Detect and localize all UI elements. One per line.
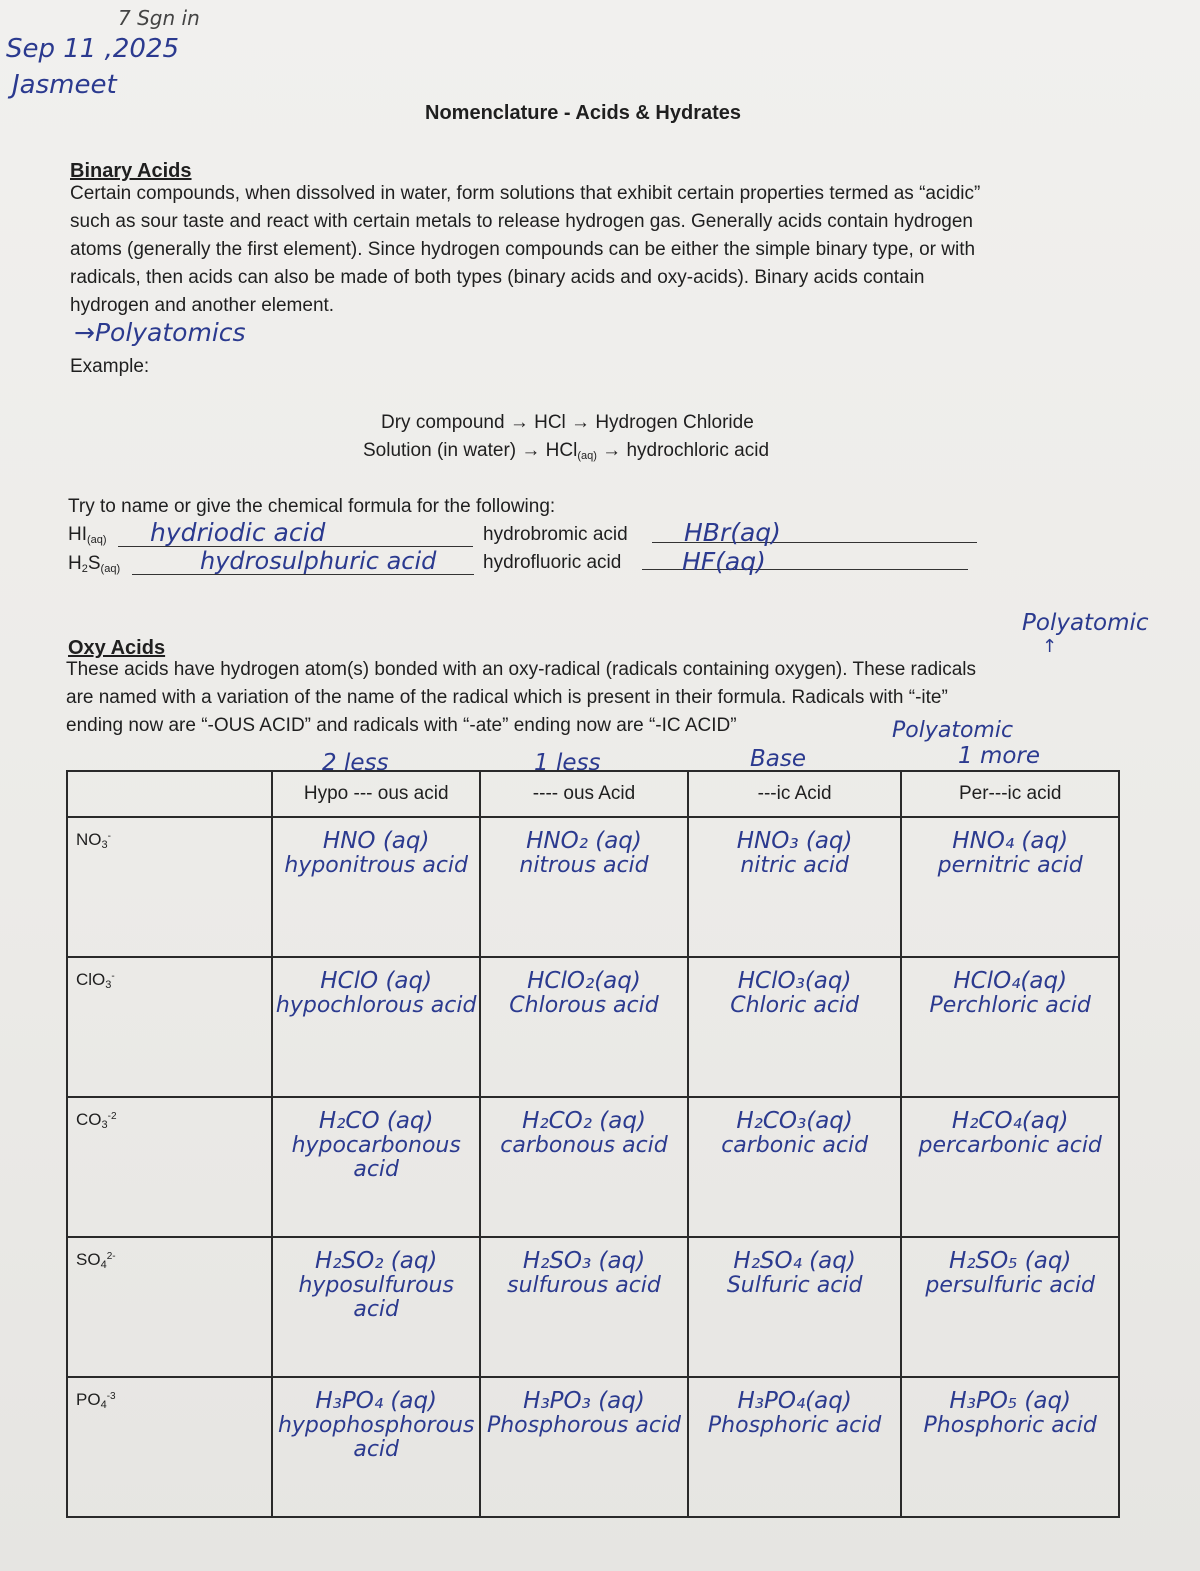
arrow-up-icon: ↑ bbox=[1042, 636, 1058, 657]
binary-line: such as sour taste and react with certain metals to release hydrogen gas. Generally acids contain hydrogen bbox=[70, 211, 974, 232]
q3-name: hydrobromic acid bbox=[483, 524, 628, 545]
handwritten-date: Sep 11 ,2025 bbox=[6, 34, 180, 64]
handwritten-polyatomic-note: Polyatomic bbox=[1022, 610, 1149, 636]
binary-line: hydrogen and another element. bbox=[70, 295, 335, 316]
acid-cell: HNO₃ (aq) nitric acid bbox=[688, 817, 902, 957]
acid-cell: H₂SO₄ (aq) Sulfuric acid bbox=[688, 1237, 902, 1377]
q4-answer: HF(aq) bbox=[682, 547, 766, 576]
acid-cell: HClO (aq) hypochlorous acid bbox=[272, 957, 480, 1097]
example-line-2: Solution (in water) → HCl$_{(aq)}$ → hydrochloric acid bbox=[363, 440, 770, 462]
acid-cell: H₃PO₄(aq) Phosphoric acid bbox=[688, 1377, 902, 1517]
header-cell-per: Per---ic acid bbox=[901, 771, 1119, 817]
table-row bbox=[67, 1377, 1119, 1517]
acid-cell: HNO₂ (aq) nitrous acid bbox=[480, 817, 688, 957]
table-row bbox=[67, 817, 1119, 957]
oxy-acid-table bbox=[66, 770, 1120, 1518]
header-cell-ous: ---- ous Acid bbox=[480, 771, 688, 817]
table-header-row bbox=[67, 771, 1119, 817]
header-cell-ic: ---ic Acid bbox=[688, 771, 902, 817]
radical-cell: $SO_4^{2-}$ bbox=[67, 1237, 272, 1377]
acid-cell: HClO₄(aq) Perchloric acid bbox=[901, 957, 1119, 1097]
q2-formula: $H_2S_{(aq)}$ bbox=[68, 553, 121, 575]
radical-cell: ClO$_3$- bbox=[67, 957, 272, 1097]
acid-cell: HClO₂(aq) Chlorous acid bbox=[480, 957, 688, 1097]
handwritten-name: Jasmeet bbox=[12, 70, 117, 100]
acid-cell: H₂CO₄(aq) percarbonic acid bbox=[901, 1097, 1119, 1237]
binary-line: radicals, then acids can also be made of both types (binary acids and oxy-acids). Binary acids contain bbox=[70, 267, 925, 288]
radical-cell: $NO_3^-$ bbox=[67, 817, 272, 957]
acid-cell: H₂CO (aq) hypocarbonous acid bbox=[272, 1097, 480, 1237]
header-cell-hypo: Hypo --- ous acid bbox=[272, 771, 480, 817]
acid-cell: HClO₃(aq) Chloric acid bbox=[688, 957, 902, 1097]
oxy-acids-heading: Oxy Acids bbox=[68, 637, 166, 659]
radical-cell: $PO_4^{-3}$ bbox=[67, 1377, 272, 1517]
acid-cell: H₃PO₄ (aq) hypophosphorous acid bbox=[272, 1377, 480, 1517]
table-row bbox=[67, 957, 1119, 1097]
binary-acids-paragraph bbox=[70, 180, 1130, 320]
handwritten-scribble: 7 Sgn in bbox=[118, 6, 200, 30]
acid-cell: H₂SO₅ (aq) persulfuric acid bbox=[901, 1237, 1119, 1377]
col-note-hypo: 2 less bbox=[322, 750, 389, 776]
radical-cell: $CO_3^{-2}$ bbox=[67, 1097, 272, 1237]
q1-formula: $HI_{(aq)}$ bbox=[68, 524, 107, 546]
q2-answer: hydrosulphuric acid bbox=[200, 547, 437, 575]
acid-cell: H₃PO₃ (aq) Phosphorous acid bbox=[480, 1377, 688, 1517]
q4-name: hydrofluoric acid bbox=[483, 552, 622, 573]
example-label: Example: bbox=[70, 356, 150, 377]
acid-cell: H₂SO₃ (aq) sulfurous acid bbox=[480, 1237, 688, 1377]
oxy-line: These acids have hydrogen atom(s) bonded with an oxy-radical (radicals containing oxygen). These radicals bbox=[66, 659, 977, 680]
col-note-ous: 1 less bbox=[534, 750, 601, 776]
acid-cell: H₂CO₂ (aq) carbonous acid bbox=[480, 1097, 688, 1237]
acid-cell: HNO (aq) hyponitrous acid bbox=[272, 817, 480, 957]
handwritten-polyatomic-note-2: Polyatomic bbox=[892, 718, 1014, 743]
header-cell-empty bbox=[67, 771, 272, 817]
exercise-prompt: Try to name or give the chemical formula for the following: bbox=[68, 496, 556, 517]
oxy-line: are named with a variation of the name of the radical which is present in their formula. Radicals with “-ite” bbox=[66, 687, 948, 708]
acid-cell: H₃PO₅ (aq) Phosphoric acid bbox=[901, 1377, 1119, 1517]
acid-cell: HNO₄ (aq) pernitric acid bbox=[901, 817, 1119, 957]
binary-line: atoms (generally the first element). Since hydrogen compounds can be either the simple binary type, or with bbox=[70, 239, 976, 260]
col-note-ic: Base bbox=[750, 746, 807, 772]
q1-answer: hydriodic acid bbox=[150, 518, 326, 547]
example-line-1: Dry compound → HCl → Hydrogen Chloride bbox=[381, 412, 754, 433]
binary-line: Certain compounds, when dissolved in water, form solutions that exhibit certain properties termed as “acidic” bbox=[70, 183, 981, 204]
handwritten-polyatomics-note: →Polyatomics bbox=[74, 318, 246, 347]
page-title: Nomenclature - Acids & Hydrates bbox=[425, 102, 742, 124]
binary-acids-heading: Binary Acids bbox=[70, 160, 192, 182]
oxy-line: ending now are “-OUS ACID” and radicals with “-ate” ending now are “-IC ACID” bbox=[66, 715, 737, 736]
acid-cell: H₂CO₃(aq) carbonic acid bbox=[688, 1097, 902, 1237]
table-row bbox=[67, 1237, 1119, 1377]
q3-answer: HBr(aq) bbox=[684, 518, 781, 547]
acid-cell: H₂SO₂ (aq) hyposulfurous acid bbox=[272, 1237, 480, 1377]
table-row bbox=[67, 1097, 1119, 1237]
col-note-per: 1 more bbox=[958, 743, 1041, 769]
